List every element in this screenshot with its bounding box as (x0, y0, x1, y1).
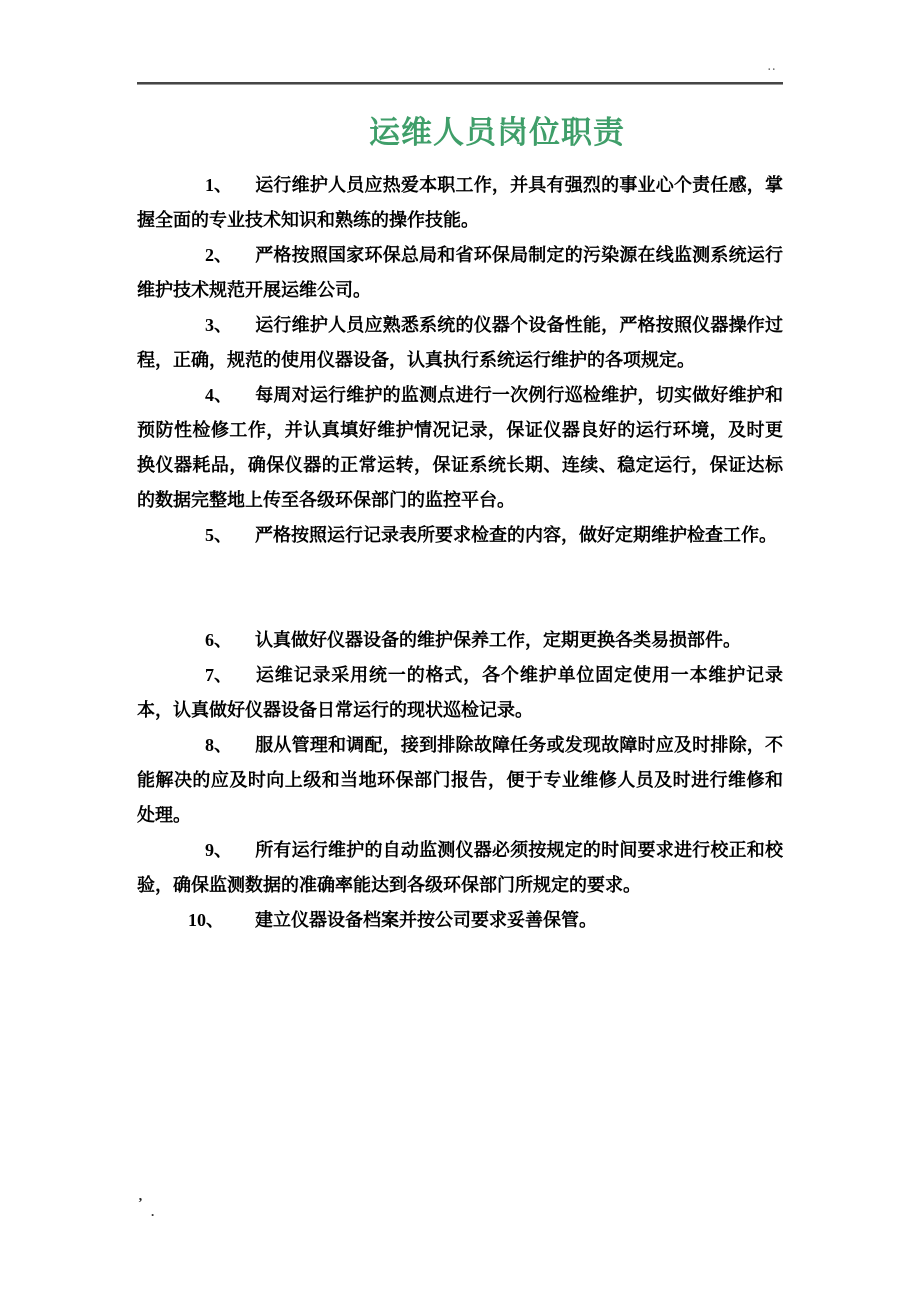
header-dots: .. (768, 62, 777, 73)
page-title: 运维人员岗位职责 (369, 115, 625, 150)
list-item (137, 658, 783, 728)
list-item (137, 903, 783, 938)
item-number: 2、 (205, 245, 232, 265)
item-number: 10、 (188, 910, 224, 930)
stray-mark-period: . (151, 1204, 155, 1219)
list-item (137, 168, 783, 238)
list-item (137, 518, 783, 553)
item-text: 运行维护人员应熟悉系统的仪器个设备性能，严格按照仪器操作过程，正确，规范的使用仪器设备，认真执行系统运行维护的各项规定。 (137, 315, 783, 370)
header-rule (137, 82, 783, 85)
item-number: 1、 (205, 175, 232, 195)
item-number: 4、 (205, 385, 232, 405)
item-number: 6、 (205, 630, 232, 650)
item-text: 所有运行维护的自动监测仪器必须按规定的时间要求进行校正和校验，确保监测数据的准确率能达到各级环保部门所规定的要求。 (137, 840, 783, 895)
item-number: 9、 (205, 840, 232, 860)
item-text: 服从管理和调配，接到排除故障任务或发现故障时应及时排除，不能解决的应及时向上级和当地环保部门报告，便于专业维修人员及时进行维修和处理。 (137, 735, 783, 825)
item-text: 严格按照国家环保总局和省环保局制定的污染源在线监测系统运行维护技术规范开展运维公司。 (137, 245, 783, 300)
item-text: 认真做好仪器设备的维护保养工作，定期更换各类易损部件。 (255, 630, 741, 650)
list-item (137, 308, 783, 378)
list-item (137, 623, 783, 658)
item-text: 运行维护人员应热爱本职工作，并具有强烈的事业心个责任感，掌握全面的专业技术知识和熟练的操作技能。 (137, 175, 783, 230)
item-text: 运维记录采用统一的格式，各个维护单位固定使用一本维护记录本，认真做好仪器设备日常运行的现状巡检记录。 (137, 665, 783, 720)
list-item (137, 728, 783, 833)
item-text: 每周对运行维护的监测点进行一次例行巡检维护，切实做好维护和预防性检修工作，并认真填好维护情况记录，保证仪器良好的运行环境，及时更换仪器耗品，确保仪器的正常运转，保证系统长期、连续、稳定运行，保证达标的数据完整地上传至各级环保部门的监控平台。 (137, 385, 783, 510)
list-item (137, 833, 783, 903)
item-number: 7、 (205, 665, 232, 685)
list-item (137, 378, 783, 518)
stray-mark-apostrophe: ’ (138, 1196, 143, 1211)
item-text: 建立仪器设备档案并按公司要求妥善保管。 (255, 910, 597, 930)
item-number: 3、 (205, 315, 232, 335)
list-item (137, 238, 783, 308)
item-number: 5、 (205, 525, 232, 545)
item-text: 严格按照运行记录表所要求检查的内容，做好定期维护检查工作。 (255, 525, 777, 545)
item-number: 8、 (205, 735, 232, 755)
document-body (137, 168, 783, 938)
